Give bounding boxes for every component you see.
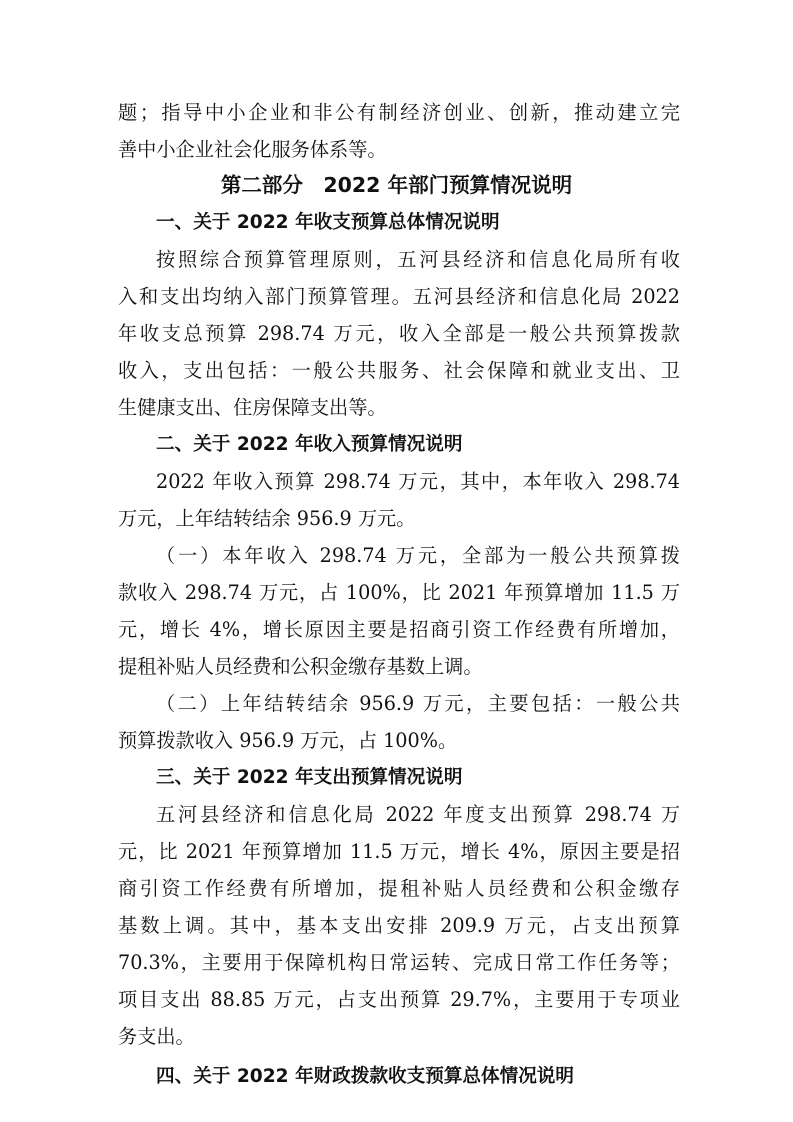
section-3-p1-line-6: 项目支出 88.85 万元，占支出预算 29.7%，主要用于专项业 [118, 988, 680, 1011]
section-3-p1-line-5: 70.3%，主要用于保障机构日常运转、完成日常工作任务等； [118, 951, 680, 974]
section-3-p1-line-2: 元，比 2021 年预算增加 11.5 万元，增长 4%，原因主要是招 [118, 840, 680, 863]
section-2-p2-line-2: 款收入 298.74 万元，占 100%，比 2021 年预算增加 11.5 万 [118, 581, 680, 604]
intro-line-2: 善中小企业社会化服务体系等。 [118, 138, 387, 161]
section-2-p2-line-3: 元，增长 4%，增长原因主要是招商引资工作经费有所增加， [118, 618, 680, 641]
section-2-p2-line-1: （一）本年收入 298.74 万元，全部为一般公共预算拨 [156, 544, 680, 567]
section-1-p1-line-2: 入和支出均纳入部门预算管理。五河县经济和信息化局 2022 [118, 285, 680, 308]
section-2-heading: 二、关于 2022 年收入预算情况说明 [156, 434, 463, 455]
intro-line-1: 题；指导中小企业和非公有制经济创业、创新，推动建立完 [118, 101, 680, 124]
section-3-p1-line-4: 基数上调。其中，基本支出安排 209.9 万元，占支出预算 [118, 914, 680, 937]
section-3-p1-line-3: 商引资工作经费有所增加，提租补贴人员经费和公积金缴存 [118, 877, 680, 900]
section-2-p3-line-2: 预算拨款收入 956.9 万元，占 100%。 [118, 729, 458, 752]
section-2-p1-line-1: 2022 年收入预算 298.74 万元，其中，本年收入 298.74 [156, 470, 680, 493]
section-2-p2-line-4: 提租补贴人员经费和公积金缴存基数上调。 [118, 655, 483, 678]
section-3-heading: 三、关于 2022 年支出预算情况说明 [156, 767, 463, 788]
section-2-p1-line-2: 万元，上年结转结余 956.9 万元。 [118, 507, 416, 530]
section-4-heading: 四、关于 2022 年财政拨款收支预算总体情况说明 [156, 1066, 574, 1087]
section-1-p1-line-4: 收入，支出包括：一般公共服务、社会保障和就业支出、卫 [118, 359, 680, 382]
part-title: 第二部分 2022 年部门预算情况说明 [220, 173, 573, 197]
section-2-p3-line-1: （二）上年结转结余 956.9 万元，主要包括：一般公共 [156, 692, 680, 715]
section-1-p1-line-3: 年收支总预算 298.74 万元，收入全部是一般公共预算拨款 [118, 322, 680, 345]
section-3-p1-line-7: 务支出。 [118, 1025, 195, 1048]
section-1-p1-line-5: 生健康支出、住房保障支出等。 [118, 396, 387, 419]
section-3-p1-line-1: 五河县经济和信息化局 2022 年度支出预算 298.74 万 [156, 803, 680, 826]
section-1-heading: 一、关于 2022 年收支预算总体情况说明 [156, 212, 500, 233]
section-1-p1-line-1: 按照综合预算管理原则，五河县经济和信息化局所有收 [156, 248, 680, 271]
